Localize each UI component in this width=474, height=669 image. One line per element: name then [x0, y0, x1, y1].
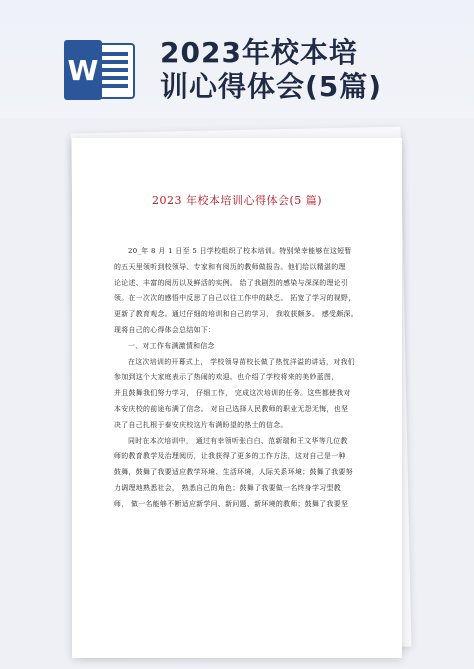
- svg-text:W: W: [67, 54, 99, 87]
- body-line: 20_年 8 月 1 日至 5 日学校组织了校本培训。特别荣幸能够在这短暂: [128, 247, 352, 255]
- document-body: [114, 244, 364, 513]
- header-banner: [0, 0, 474, 118]
- word-document-icon: [62, 38, 136, 102]
- document-page: [72, 138, 402, 658]
- body-line: 现将自己的心得体会总结如下：: [114, 325, 216, 334]
- body-line: 参加到这个大家庭表示了热闹的欢迎。也介绍了学校将来的美妙蓝图，: [114, 373, 339, 382]
- body-line: 师的教育教学及治理阅历，让我获得了更多的工作方法，这对自己是一种: [114, 452, 346, 461]
- body-line: 更新了教育观念。通过仔细的培训和自己的学习， 我收获颇多。 感受颇深。: [114, 310, 359, 319]
- body-line: 力调理地熟悉社会， 熟悉自己的角色；鼓舞了我要做一名终身学习型教: [114, 483, 341, 492]
- document-title: 2023 年校本培训心得体会(5 篇): [151, 194, 323, 207]
- body-line: 同时在本次培训中， 通过有幸领听张白白、范新瑞和王文华等几位教: [128, 436, 348, 445]
- body-line: 论论述、丰富的阅历以及鲜活的实例。 给了我剧烈的感染与深深的理论引: [114, 278, 349, 287]
- body-line: 一、对工作布满激情和信念: [128, 341, 215, 350]
- body-line: 决了自己扎根于泰安庆校这片布满盼望的热土的信念。: [114, 420, 288, 429]
- body-line: 领。在一次次的感悟中反思了自己以往工作中的缺乏。 拓宽了学习的视野，: [114, 294, 356, 303]
- page-title: [160, 36, 460, 104]
- body-line: 师， 做一名能够不断适应新学问、新问题、新环境的教师；鼓舞了我要坚: [114, 499, 349, 508]
- body-line: 本安庆校的前途布满了信念。 对自己选择人民教师的职业无怨无悔，也坚: [114, 404, 349, 413]
- title-line-1: 2023年校本培: [160, 36, 358, 69]
- body-line: 在这次培训的开幕式上， 学校领导苗校长做了热忱洋溢的讲话，对我们: [128, 357, 355, 366]
- body-line: 鼓舞，鼓舞了我要适应教学环境、生活环境，人际关系环境；鼓舞了我要努: [114, 468, 353, 477]
- title-line-2: 训心得体会(5篇): [160, 70, 383, 103]
- body-line: 并且鼓舞我们努力学习， 仔细工作， 完成这次培训的任务。这些都使我对: [114, 389, 351, 398]
- body-line: 的五天里领听到校领导、专家和有阅历的教师做报告。他们给以精湛的理: [114, 262, 346, 271]
